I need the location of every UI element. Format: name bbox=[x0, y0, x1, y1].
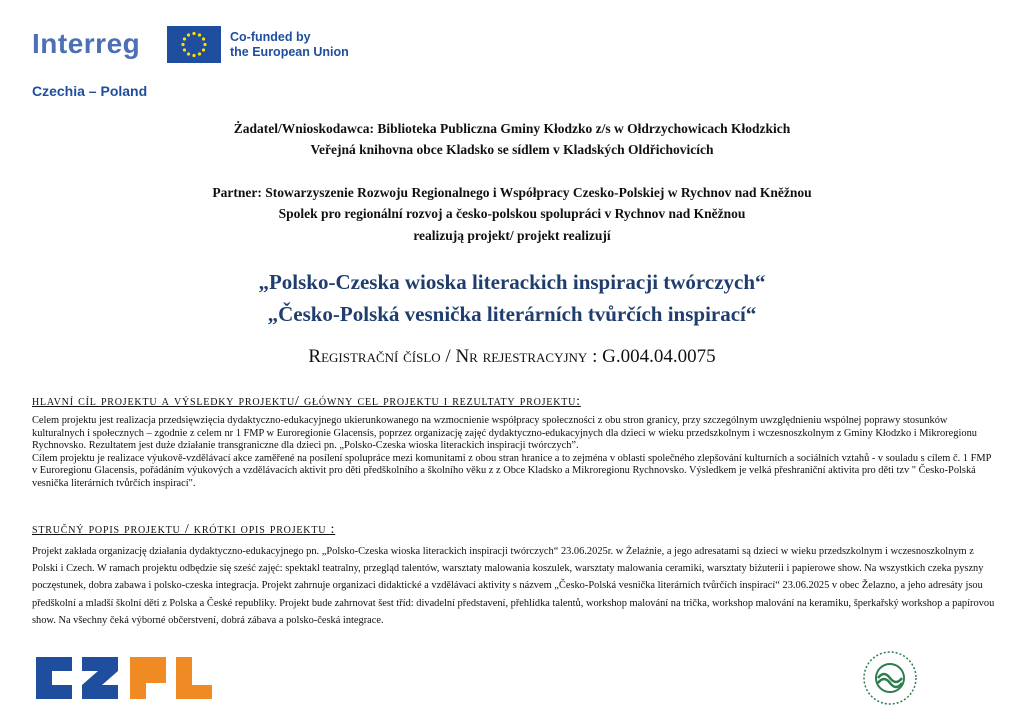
eu-star-icon bbox=[187, 52, 190, 55]
main-goal-pl: Celem projektu jest realizacja przedsięwzięcia dydaktyczno-edukacyjnego ukierunkowanego na wzmocnienie współpracy społeczności z obu stron granicy, przy szczególnym uwzględnieniu wspólnej poprawy stosunków kulturalnych i społecznych – zgodnie z celem nr 1 FMP w Euroregionie Glacensis, poprzez organizację zajęć dydaktyczno-edukacyjnych dla dzieci w wieku przedszkolnym i wczesnoszkolnym z Gminy Kłodzko i Mikroregionu Rychnovsko. Rezultatem jest duże działanie transgraniczne dla dzieci pn. „Polsko-Czeska wioska literackich inspiracji twórczych”. bbox=[32, 415, 977, 452]
eu-star-icon bbox=[202, 48, 205, 51]
short-desc-body: Projekt zakłada organizację działania dydaktyczno-edukacyjnego pn. „Polsko-Czeska wioska literackich inspiracji twórczych“ 23.06.2025r. w Żelaźnie, a jego adresatami są dzieci w wieku przedszkolnym i wczesnoszkolnym z Polski i Czech. W ramach projektu odbędzie się sześć zajęć: spektakl teatralny, przegląd talentów, warsztaty malowania koszulek, warsztaty malowania ceramiki, warsztaty biżuterii i papierowe show. Na wszystkich czeka pyszny poczęstunek, dobra zabawa i polsko-czeska integracja. Projekt zahrnuje organizaci didaktické a vzdělávací aktivity s názvem „Česko-Polská vesnička literárních tvůrčích inspirací“ 23.06.2025 v obec Želazno, a jeho adresáty jsou předškolní a mladší školní děti z Polska a České republiky. Projekt bude zahrnovat šest tříd: divadelní představení, přehlídka talentů, workshop malování na trička, workshop malování na keramiku, šperkařský workshop a papírovou show. Na všechny čeká výborné občerstvení, dobrá zábava a polsko-česká integrace. bbox=[32, 546, 995, 626]
interreg-logo: Interreg bbox=[32, 28, 141, 59]
applicant-pl: Żadatel/Wnioskodawca: Biblioteka Publiczna Gminy Kłodzko z/s w Ołdrzychowicach Kłodzkich bbox=[233, 121, 791, 136]
short-desc-heading: stručný popis projektu / krótki opis projektu : bbox=[32, 522, 336, 537]
main-goal-cz: Cílem projektu je realizace výukově-vzdělávací akce zaměřené na posílení spolupráce mezi komunitami z obou stran hranice a to zejména v oblasti společného zlepšování kulturních a sociálních vztahů - v souladu s cílem č. 1 FMP v Euroregionu Glacensis, pořádáním výukových a vzdělávacích aktivit pro děti předškolního a školního věku z z Obce Kladsko a Mikroregionu Rychnovsko. Výsledkem je velká přeshraniční aktivita pro děti tzv " Česko-Polská vesnička literárních tvůrčích inspirací". bbox=[32, 452, 991, 489]
cofunded-line1: Co-funded by bbox=[230, 30, 311, 44]
eu-star-icon bbox=[198, 52, 201, 55]
eu-star-icon bbox=[181, 43, 184, 46]
eu-star-icon bbox=[192, 32, 195, 35]
realize-line: realizują projekt/ projekt realizují bbox=[413, 228, 611, 243]
eu-star-icon bbox=[202, 37, 205, 40]
czpl-logo bbox=[36, 657, 212, 699]
eu-star-icon bbox=[183, 48, 186, 51]
main-goal-heading: hlavní cíl projektu a výsledky projektu/ główny cel projektu i rezultaty projektu: bbox=[32, 394, 581, 409]
project-title-cz: „Česko-Polská vesnička literárních tvůrčích inspirací“ bbox=[267, 302, 757, 326]
region-label: Czechia – Poland bbox=[32, 83, 148, 99]
cofunded-label bbox=[230, 30, 349, 60]
eu-star-icon bbox=[203, 43, 206, 46]
eu-star-icon bbox=[183, 37, 186, 40]
eu-flag-icon bbox=[167, 26, 221, 63]
short-desc-text bbox=[32, 543, 997, 629]
cofunded-line2: the European Union bbox=[230, 45, 349, 59]
project-title-pl: „Polsko-Czeska wioska literackich inspiracji twórczych“ bbox=[258, 270, 766, 294]
main-goal-text bbox=[32, 415, 997, 491]
applicant-cz: Veřejná knihovna obce Kladsko se sídlem v Kladských Oldřichovicích bbox=[310, 142, 714, 157]
partner-cz: Spolek pro regionální rozvoj a česko-polskou spolupráci v Rychnov nad Kněžnou bbox=[278, 206, 746, 221]
eu-star-icon bbox=[192, 54, 195, 57]
registration-number: Registrační číslo / Nr rejestracyjny : G.004.04.0075 bbox=[308, 346, 716, 367]
euroregion-glacensis-logo bbox=[862, 650, 918, 706]
partner-pl: Partner: Stowarzyszenie Rozwoju Regionalnego i Współpracy Czesko-Polskiej w Rychnov nad Kněžnou bbox=[212, 185, 812, 200]
eu-star-icon bbox=[187, 33, 190, 36]
eu-star-icon bbox=[198, 33, 201, 36]
